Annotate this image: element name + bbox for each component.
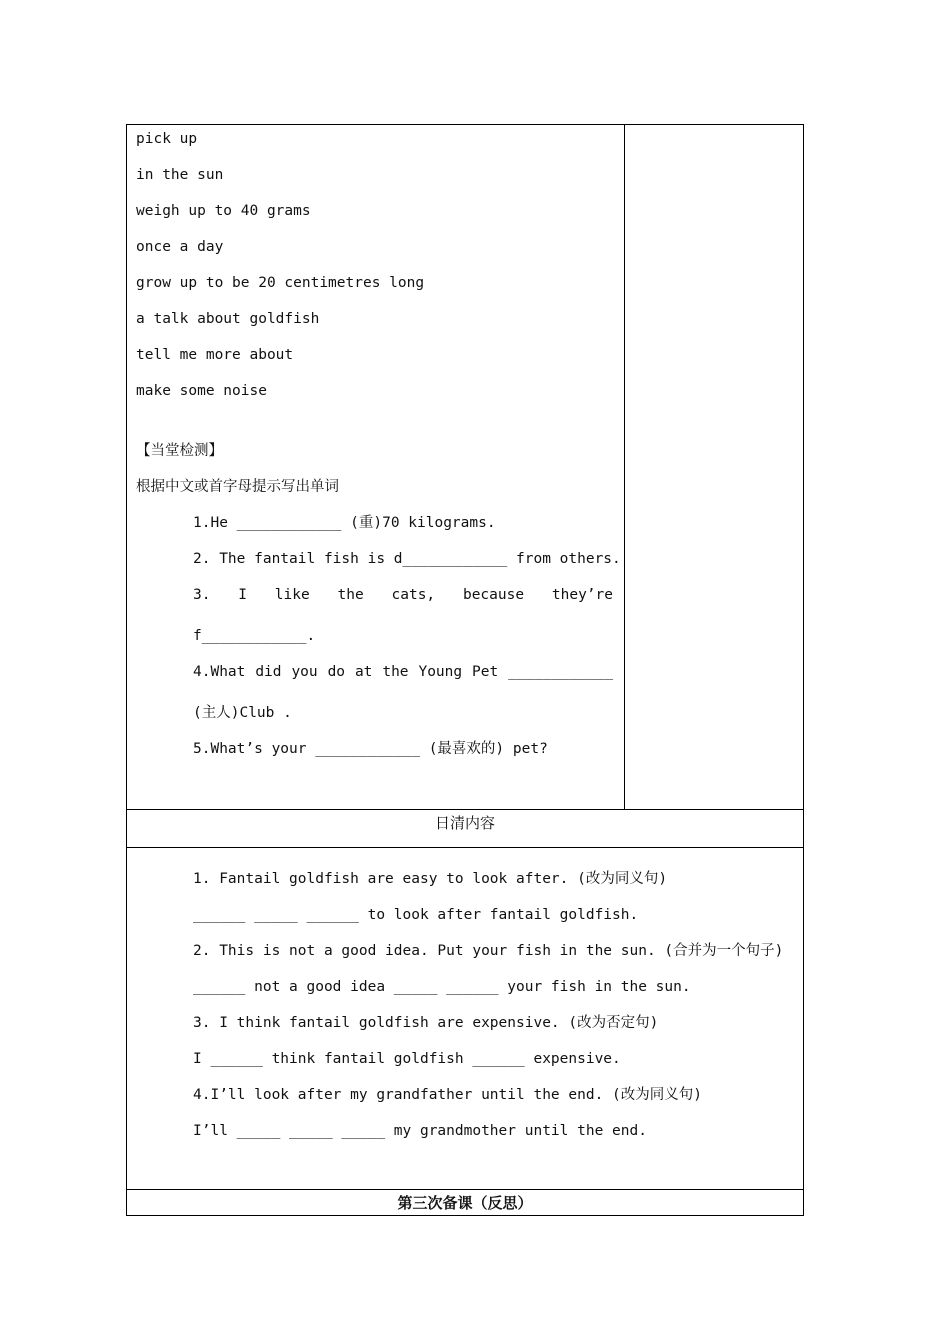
lesson-plan-table xyxy=(126,124,804,1216)
daily-section-title: 日清内容 xyxy=(434,814,495,832)
phrase-item: tell me more about xyxy=(136,347,294,363)
question-3-continued: f____________. xyxy=(193,628,316,644)
question-3-word: they’re xyxy=(551,587,613,603)
question-1: 1.He ____________ (重)70 kilograms. xyxy=(193,515,496,531)
daily-item: 4.I’ll look after my grandfather until the end. (改为同义句) xyxy=(193,1087,702,1103)
question-3-word: like xyxy=(274,587,310,603)
daily-item: I’ll _____ _____ _____ my grandmother until the end. xyxy=(193,1123,647,1139)
question-4-word: Pet xyxy=(472,664,499,680)
reflection-section-title: 第三次备课（反思） xyxy=(397,1194,533,1212)
question-4-word: 4.What xyxy=(193,664,246,680)
phrase-item: make some noise xyxy=(136,383,267,399)
question-3 xyxy=(193,585,613,605)
question-4-continued: (主人)Club . xyxy=(193,705,292,721)
question-4-word: do xyxy=(327,664,346,680)
question-3-word: the xyxy=(337,587,364,603)
question-2: 2. The fantail fish is d____________ from others. xyxy=(193,551,621,567)
phrase-item: weigh up to 40 grams xyxy=(136,203,311,219)
phrase-item: grow up to be 20 centimetres long xyxy=(136,275,425,291)
phrase-item: once a day xyxy=(136,239,224,255)
question-3-word: 3. xyxy=(193,587,211,603)
daily-item: I ______ think fantail goldfish ______ expensive. xyxy=(193,1051,621,1067)
question-3-word: cats, xyxy=(391,587,436,603)
phrase-item: in the sun xyxy=(136,167,224,183)
question-3-word: I xyxy=(238,587,247,603)
question-4-word: did xyxy=(255,664,282,680)
question-4-word: the xyxy=(382,664,409,680)
question-4 xyxy=(193,662,613,682)
class-test-instruction: 根据中文或首字母提示写出单词 xyxy=(136,479,339,495)
column-divider xyxy=(624,125,625,810)
daily-item: 2. This is not a good idea. Put your fish in the sun. (合并为一个句子) xyxy=(193,943,784,959)
phrase-item: a talk about goldfish xyxy=(136,311,320,327)
question-4-word: Young xyxy=(418,664,463,680)
question-4-word: ____________ xyxy=(508,664,613,680)
daily-item: 3. I think fantail goldfish are expensive. (改为否定句) xyxy=(193,1015,659,1031)
daily-item: ______ _____ ______ to look after fantail goldfish. xyxy=(193,907,639,923)
question-3-word: because xyxy=(462,587,525,603)
row-divider xyxy=(127,1189,803,1190)
question-4-word: at xyxy=(354,664,373,680)
class-test-heading: 【当堂检测】 xyxy=(136,443,223,459)
phrase-item: pick up xyxy=(136,131,198,147)
row-divider xyxy=(127,847,803,848)
daily-item: ______ not a good idea _____ ______ your fish in the sun. xyxy=(193,979,691,995)
row-divider xyxy=(127,809,803,810)
question-5: 5.What’s your ____________ (最喜欢的) pet? xyxy=(193,741,548,757)
daily-item: 1. Fantail goldfish are easy to look after. (改为同义句) xyxy=(193,871,668,887)
question-4-word: you xyxy=(291,664,318,680)
